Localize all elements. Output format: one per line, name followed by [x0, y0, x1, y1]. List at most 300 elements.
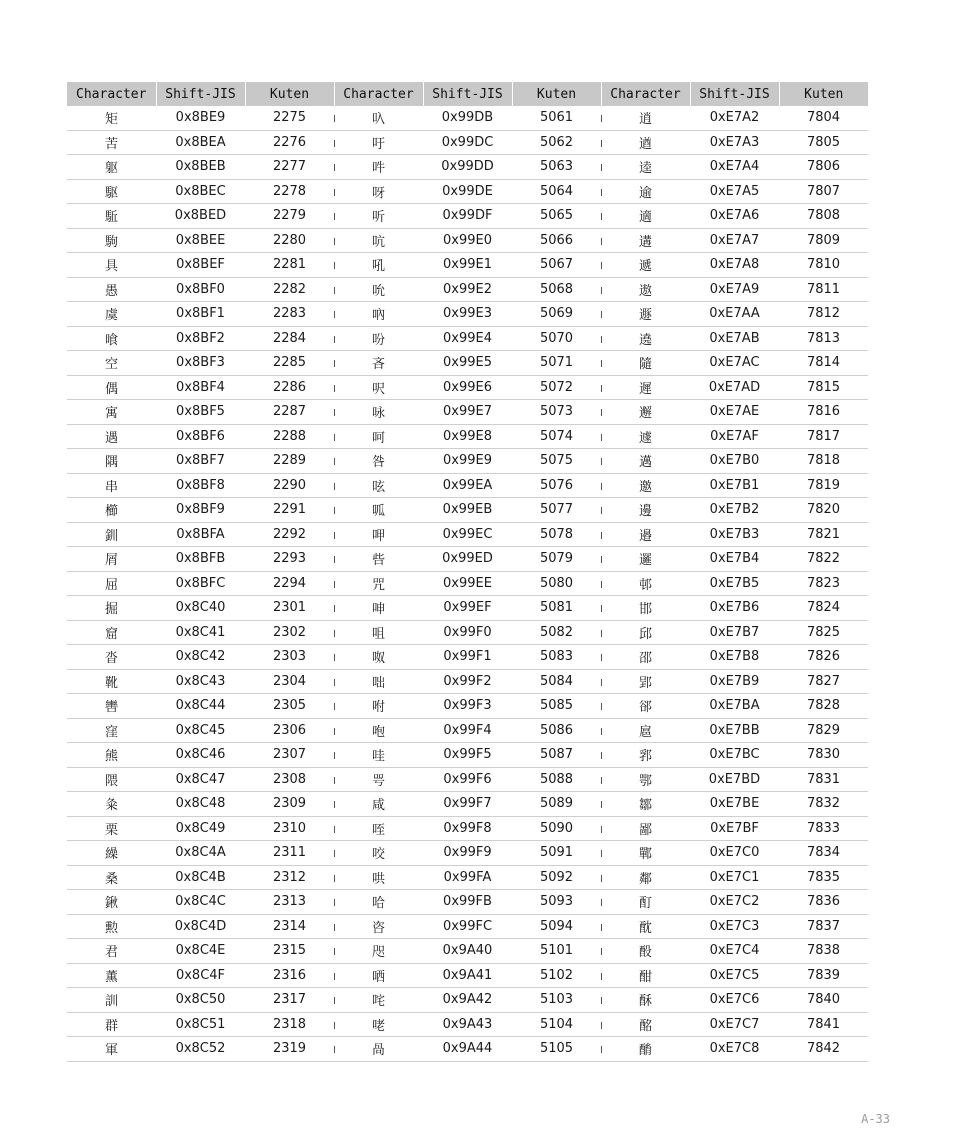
- cell-sjis-3: 0xE7B2: [690, 498, 779, 523]
- cell-kuten-3: 7839: [779, 963, 868, 988]
- cell-sjis-2: 0x99F7: [423, 792, 512, 817]
- table-row: [67, 1037, 868, 1062]
- cell-kuten-2: 5103: [512, 988, 601, 1013]
- cell-sjis-3: 0xE7C5: [690, 963, 779, 988]
- table-row: [67, 865, 868, 890]
- cell-kuten-2: 5065: [512, 204, 601, 229]
- cell-kuten-3: 7819: [779, 473, 868, 498]
- cell-sjis-3: 0xE7C4: [690, 939, 779, 964]
- cell-kuten-3: 7838: [779, 939, 868, 964]
- cell-sjis-3: 0xE7A9: [690, 277, 779, 302]
- cell-kuten-1: 2281: [245, 253, 334, 278]
- cell-sjis-1: 0x8BEA: [156, 130, 245, 155]
- cell-kuten-2: 5075: [512, 449, 601, 474]
- cell-kuten-3: 7808: [779, 204, 868, 229]
- cell-kuten-3: 7829: [779, 718, 868, 743]
- cell-kuten-1: 2287: [245, 400, 334, 425]
- cell-char-3: 邏: [601, 547, 690, 572]
- cell-char-1: 空: [67, 351, 156, 376]
- cell-char-2: 咆: [334, 718, 423, 743]
- cell-sjis-3: 0xE7C1: [690, 865, 779, 890]
- table-row: [67, 253, 868, 278]
- cell-kuten-1: 2319: [245, 1037, 334, 1062]
- cell-sjis-1: 0x8C51: [156, 1012, 245, 1037]
- cell-char-2: 呻: [334, 596, 423, 621]
- cell-kuten-3: 7825: [779, 620, 868, 645]
- cell-char-1: 寓: [67, 400, 156, 425]
- cell-kuten-2: 5064: [512, 179, 601, 204]
- cell-sjis-2: 0x99EC: [423, 522, 512, 547]
- table-row: [67, 571, 868, 596]
- cell-char-1: 沓: [67, 645, 156, 670]
- cell-sjis-3: 0xE7AE: [690, 400, 779, 425]
- cell-kuten-1: 2275: [245, 106, 334, 130]
- cell-char-2: 呵: [334, 424, 423, 449]
- cell-sjis-1: 0x8C47: [156, 767, 245, 792]
- cell-sjis-3: 0xE7A3: [690, 130, 779, 155]
- cell-char-3: 邁: [601, 449, 690, 474]
- cell-char-3: 酥: [601, 988, 690, 1013]
- cell-kuten-1: 2301: [245, 596, 334, 621]
- cell-sjis-1: 0x8C42: [156, 645, 245, 670]
- table-row: [67, 694, 868, 719]
- cell-sjis-2: 0x99EE: [423, 571, 512, 596]
- cell-sjis-1: 0x8C43: [156, 669, 245, 694]
- column-header-shift-jis-3: Shift-JIS: [690, 82, 779, 106]
- cell-kuten-3: 7823: [779, 571, 868, 596]
- cell-kuten-3: 7822: [779, 547, 868, 572]
- cell-kuten-2: 5076: [512, 473, 601, 498]
- cell-sjis-3: 0xE7A5: [690, 179, 779, 204]
- cell-kuten-3: 7835: [779, 865, 868, 890]
- cell-char-3: 遽: [601, 424, 690, 449]
- cell-sjis-1: 0x8C50: [156, 988, 245, 1013]
- table-row: [67, 302, 868, 327]
- cell-char-2: 哇: [334, 743, 423, 768]
- cell-kuten-2: 5093: [512, 890, 601, 915]
- table-row: [67, 228, 868, 253]
- cell-char-3: 遞: [601, 253, 690, 278]
- table-row: [67, 841, 868, 866]
- cell-kuten-1: 2293: [245, 547, 334, 572]
- cell-kuten-3: 7813: [779, 326, 868, 351]
- cell-kuten-1: 2314: [245, 914, 334, 939]
- cell-sjis-1: 0x8C46: [156, 743, 245, 768]
- cell-char-2: 咀: [334, 620, 423, 645]
- cell-kuten-2: 5082: [512, 620, 601, 645]
- cell-kuten-3: 7810: [779, 253, 868, 278]
- table-row: [67, 792, 868, 817]
- cell-char-2: 咬: [334, 841, 423, 866]
- cell-kuten-2: 5073: [512, 400, 601, 425]
- table-row: [67, 816, 868, 841]
- cell-char-3: 扈: [601, 718, 690, 743]
- cell-kuten-2: 5077: [512, 498, 601, 523]
- cell-sjis-1: 0x8BF1: [156, 302, 245, 327]
- column-header-kuten-1: Kuten: [245, 82, 334, 106]
- cell-kuten-1: 2288: [245, 424, 334, 449]
- cell-kuten-1: 2289: [245, 449, 334, 474]
- cell-kuten-1: 2311: [245, 841, 334, 866]
- cell-char-1: 君: [67, 939, 156, 964]
- cell-kuten-1: 2294: [245, 571, 334, 596]
- cell-kuten-1: 2278: [245, 179, 334, 204]
- table-row: [67, 620, 868, 645]
- cell-char-1: 釧: [67, 522, 156, 547]
- cell-sjis-1: 0x8C4A: [156, 841, 245, 866]
- cell-char-3: 邵: [601, 645, 690, 670]
- column-header-character-1: Character: [67, 82, 156, 106]
- table-row: [67, 890, 868, 915]
- cell-char-3: 酳: [601, 1037, 690, 1062]
- cell-char-2: 咸: [334, 792, 423, 817]
- cell-sjis-2: 0x99FA: [423, 865, 512, 890]
- cell-sjis-1: 0x8C4F: [156, 963, 245, 988]
- cell-kuten-1: 2312: [245, 865, 334, 890]
- cell-char-2: 咢: [334, 767, 423, 792]
- table-row: [67, 498, 868, 523]
- cell-sjis-3: 0xE7BF: [690, 816, 779, 841]
- cell-sjis-1: 0x8C49: [156, 816, 245, 841]
- cell-kuten-2: 5105: [512, 1037, 601, 1062]
- cell-sjis-2: 0x99E8: [423, 424, 512, 449]
- cell-kuten-1: 2286: [245, 375, 334, 400]
- cell-sjis-3: 0xE7A6: [690, 204, 779, 229]
- cell-sjis-2: 0x99FB: [423, 890, 512, 915]
- cell-kuten-2: 5086: [512, 718, 601, 743]
- cell-kuten-2: 5072: [512, 375, 601, 400]
- cell-char-1: 掘: [67, 596, 156, 621]
- cell-kuten-2: 5069: [512, 302, 601, 327]
- table-row: [67, 522, 868, 547]
- cell-kuten-1: 2310: [245, 816, 334, 841]
- cell-kuten-3: 7840: [779, 988, 868, 1013]
- cell-char-2: 呎: [334, 375, 423, 400]
- cell-kuten-2: 5087: [512, 743, 601, 768]
- cell-sjis-3: 0xE7A8: [690, 253, 779, 278]
- cell-char-2: 咤: [334, 988, 423, 1013]
- cell-sjis-2: 0x99E9: [423, 449, 512, 474]
- cell-sjis-2: 0x99DF: [423, 204, 512, 229]
- cell-sjis-1: 0x8BF8: [156, 473, 245, 498]
- cell-kuten-3: 7821: [779, 522, 868, 547]
- cell-kuten-1: 2284: [245, 326, 334, 351]
- cell-sjis-3: 0xE7B3: [690, 522, 779, 547]
- cell-kuten-3: 7834: [779, 841, 868, 866]
- cell-char-3: 邂: [601, 400, 690, 425]
- table-row: [67, 596, 868, 621]
- cell-kuten-1: 2283: [245, 302, 334, 327]
- table-row: [67, 179, 868, 204]
- cell-sjis-1: 0x8BF9: [156, 498, 245, 523]
- cell-sjis-2: 0x9A44: [423, 1037, 512, 1062]
- cell-char-3: 邨: [601, 571, 690, 596]
- cell-char-2: 咾: [334, 1012, 423, 1037]
- cell-sjis-2: 0x99E7: [423, 400, 512, 425]
- cell-sjis-1: 0x8BEB: [156, 155, 245, 180]
- cell-kuten-3: 7809: [779, 228, 868, 253]
- cell-kuten-3: 7806: [779, 155, 868, 180]
- cell-char-1: 隅: [67, 449, 156, 474]
- cell-kuten-2: 5066: [512, 228, 601, 253]
- cell-char-2: 吭: [334, 228, 423, 253]
- cell-char-3: 遶: [601, 326, 690, 351]
- cell-kuten-2: 5067: [512, 253, 601, 278]
- cell-kuten-1: 2303: [245, 645, 334, 670]
- cell-sjis-2: 0x99ED: [423, 547, 512, 572]
- table-row: [67, 914, 868, 939]
- cell-sjis-1: 0x8C48: [156, 792, 245, 817]
- cell-kuten-3: 7842: [779, 1037, 868, 1062]
- table-row: [67, 939, 868, 964]
- table-header: [67, 82, 868, 106]
- cell-char-2: 呰: [334, 547, 423, 572]
- cell-char-3: 酩: [601, 1012, 690, 1037]
- cell-sjis-3: 0xE7C7: [690, 1012, 779, 1037]
- cell-char-1: 屑: [67, 547, 156, 572]
- cell-char-3: 隨: [601, 351, 690, 376]
- cell-char-2: 呶: [334, 645, 423, 670]
- cell-sjis-3: 0xE7AD: [690, 375, 779, 400]
- cell-sjis-3: 0xE7B9: [690, 669, 779, 694]
- cell-char-1: 繰: [67, 841, 156, 866]
- cell-sjis-1: 0x8C4D: [156, 914, 245, 939]
- cell-sjis-3: 0xE7BB: [690, 718, 779, 743]
- cell-kuten-2: 5070: [512, 326, 601, 351]
- cell-char-2: 叺: [334, 106, 423, 130]
- cell-sjis-2: 0x99FC: [423, 914, 512, 939]
- cell-char-3: 鄙: [601, 816, 690, 841]
- cell-char-3: 逍: [601, 106, 690, 130]
- cell-char-1: 軍: [67, 1037, 156, 1062]
- cell-sjis-1: 0x8BF4: [156, 375, 245, 400]
- cell-char-1: 矩: [67, 106, 156, 130]
- cell-sjis-3: 0xE7B8: [690, 645, 779, 670]
- cell-char-3: 遨: [601, 277, 690, 302]
- cell-char-2: 咨: [334, 914, 423, 939]
- cell-kuten-2: 5083: [512, 645, 601, 670]
- cell-char-1: 勲: [67, 914, 156, 939]
- table-row: [67, 400, 868, 425]
- cell-char-1: 熊: [67, 743, 156, 768]
- cell-char-1: 薫: [67, 963, 156, 988]
- cell-sjis-3: 0xE7A4: [690, 155, 779, 180]
- cell-char-2: 咏: [334, 400, 423, 425]
- cell-sjis-1: 0x8C44: [156, 694, 245, 719]
- cell-char-3: 鄲: [601, 841, 690, 866]
- table-row: [67, 424, 868, 449]
- cell-char-2: 咎: [334, 449, 423, 474]
- cell-char-1: 喰: [67, 326, 156, 351]
- cell-sjis-3: 0xE7C3: [690, 914, 779, 939]
- cell-sjis-2: 0x99E2: [423, 277, 512, 302]
- cell-char-2: 咫: [334, 939, 423, 964]
- table-row: [67, 375, 868, 400]
- cell-kuten-3: 7817: [779, 424, 868, 449]
- cell-kuten-2: 5085: [512, 694, 601, 719]
- cell-kuten-2: 5071: [512, 351, 601, 376]
- cell-sjis-1: 0x8BEC: [156, 179, 245, 204]
- cell-kuten-1: 2313: [245, 890, 334, 915]
- cell-kuten-2: 5063: [512, 155, 601, 180]
- cell-sjis-1: 0x8C45: [156, 718, 245, 743]
- cell-kuten-3: 7807: [779, 179, 868, 204]
- cell-char-3: 遯: [601, 302, 690, 327]
- cell-sjis-3: 0xE7AC: [690, 351, 779, 376]
- cell-sjis-2: 0x99EB: [423, 498, 512, 523]
- table-row: [67, 326, 868, 351]
- cell-kuten-1: 2290: [245, 473, 334, 498]
- cell-sjis-1: 0x8C40: [156, 596, 245, 621]
- cell-sjis-3: 0xE7AF: [690, 424, 779, 449]
- cell-char-1: 群: [67, 1012, 156, 1037]
- cell-char-2: 哄: [334, 865, 423, 890]
- cell-sjis-2: 0x99E4: [423, 326, 512, 351]
- cell-kuten-1: 2280: [245, 228, 334, 253]
- cell-kuten-2: 5091: [512, 841, 601, 866]
- cell-kuten-2: 5061: [512, 106, 601, 130]
- cell-char-1: 栗: [67, 816, 156, 841]
- header-row: [67, 82, 868, 106]
- cell-char-3: 邊: [601, 498, 690, 523]
- cell-kuten-1: 2276: [245, 130, 334, 155]
- cell-char-3: 鄂: [601, 767, 690, 792]
- cell-char-2: 呷: [334, 522, 423, 547]
- cell-char-3: 遲: [601, 375, 690, 400]
- cell-kuten-2: 5088: [512, 767, 601, 792]
- cell-kuten-2: 5104: [512, 1012, 601, 1037]
- cell-sjis-3: 0xE7B0: [690, 449, 779, 474]
- cell-sjis-1: 0x8BFC: [156, 571, 245, 596]
- cell-sjis-1: 0x8C4B: [156, 865, 245, 890]
- column-header-character-2: Character: [334, 82, 423, 106]
- cell-kuten-3: 7815: [779, 375, 868, 400]
- cell-sjis-1: 0x8C4C: [156, 890, 245, 915]
- cell-sjis-3: 0xE7AB: [690, 326, 779, 351]
- cell-kuten-1: 2291: [245, 498, 334, 523]
- cell-kuten-3: 7837: [779, 914, 868, 939]
- cell-char-1: 愚: [67, 277, 156, 302]
- cell-kuten-2: 5094: [512, 914, 601, 939]
- cell-kuten-3: 7818: [779, 449, 868, 474]
- column-header-shift-jis-2: Shift-JIS: [423, 82, 512, 106]
- cell-sjis-3: 0xE7C6: [690, 988, 779, 1013]
- table-row: [67, 106, 868, 130]
- cell-kuten-3: 7811: [779, 277, 868, 302]
- column-header-shift-jis-1: Shift-JIS: [156, 82, 245, 106]
- cell-kuten-1: 2302: [245, 620, 334, 645]
- cell-sjis-2: 0x99F8: [423, 816, 512, 841]
- cell-sjis-1: 0x8BF2: [156, 326, 245, 351]
- cell-char-1: 偶: [67, 375, 156, 400]
- table-row: [67, 351, 868, 376]
- cell-sjis-1: 0x8BEF: [156, 253, 245, 278]
- cell-sjis-1: 0x8BED: [156, 204, 245, 229]
- cell-sjis-3: 0xE7BA: [690, 694, 779, 719]
- cell-sjis-3: 0xE7C8: [690, 1037, 779, 1062]
- cell-kuten-1: 2315: [245, 939, 334, 964]
- cell-char-2: 哈: [334, 890, 423, 915]
- column-header-character-3: Character: [601, 82, 690, 106]
- cell-char-3: 鄰: [601, 865, 690, 890]
- cell-sjis-2: 0x99DC: [423, 130, 512, 155]
- cell-kuten-1: 2306: [245, 718, 334, 743]
- cell-sjis-1: 0x8BFB: [156, 547, 245, 572]
- cell-kuten-3: 7824: [779, 596, 868, 621]
- cell-sjis-2: 0x99EF: [423, 596, 512, 621]
- cell-char-3: 酘: [601, 939, 690, 964]
- cell-char-3: 遘: [601, 228, 690, 253]
- cell-char-1: 轡: [67, 694, 156, 719]
- cell-sjis-3: 0xE7B5: [690, 571, 779, 596]
- cell-kuten-2: 5101: [512, 939, 601, 964]
- cell-sjis-1: 0x8C52: [156, 1037, 245, 1062]
- cell-sjis-3: 0xE7B4: [690, 547, 779, 572]
- cell-sjis-2: 0x99E0: [423, 228, 512, 253]
- cell-char-3: 邀: [601, 473, 690, 498]
- table-row: [67, 277, 868, 302]
- cell-sjis-2: 0x99DB: [423, 106, 512, 130]
- cell-char-2: 咐: [334, 694, 423, 719]
- cell-char-1: 具: [67, 253, 156, 278]
- cell-sjis-2: 0x99F2: [423, 669, 512, 694]
- cell-kuten-3: 7831: [779, 767, 868, 792]
- cell-sjis-2: 0x99F4: [423, 718, 512, 743]
- cell-sjis-2: 0x99DD: [423, 155, 512, 180]
- cell-sjis-2: 0x9A41: [423, 963, 512, 988]
- cell-char-3: 適: [601, 204, 690, 229]
- cell-char-1: 躯: [67, 155, 156, 180]
- cell-char-2: 呟: [334, 473, 423, 498]
- cell-char-3: 郤: [601, 694, 690, 719]
- cell-char-2: 吼: [334, 253, 423, 278]
- cell-kuten-3: 7805: [779, 130, 868, 155]
- cell-char-1: 虞: [67, 302, 156, 327]
- cell-char-3: 酊: [601, 890, 690, 915]
- cell-sjis-1: 0x8C41: [156, 620, 245, 645]
- cell-kuten-2: 5078: [512, 522, 601, 547]
- cell-kuten-3: 7841: [779, 1012, 868, 1037]
- cell-kuten-1: 2308: [245, 767, 334, 792]
- cell-char-3: 邉: [601, 522, 690, 547]
- cell-char-2: 咼: [334, 1037, 423, 1062]
- cell-kuten-3: 7833: [779, 816, 868, 841]
- cell-char-1: 隈: [67, 767, 156, 792]
- cell-kuten-1: 2309: [245, 792, 334, 817]
- cell-sjis-1: 0x8BF5: [156, 400, 245, 425]
- cell-sjis-1: 0x8BF7: [156, 449, 245, 474]
- cell-sjis-2: 0x9A40: [423, 939, 512, 964]
- cell-sjis-3: 0xE7C0: [690, 841, 779, 866]
- cell-kuten-1: 2282: [245, 277, 334, 302]
- cell-char-1: 駒: [67, 228, 156, 253]
- table-row: [67, 669, 868, 694]
- cell-sjis-3: 0xE7AA: [690, 302, 779, 327]
- cell-sjis-2: 0x99F1: [423, 645, 512, 670]
- cell-kuten-1: 2279: [245, 204, 334, 229]
- cell-char-2: 咒: [334, 571, 423, 596]
- cell-char-2: 哂: [334, 963, 423, 988]
- cell-char-2: 咄: [334, 669, 423, 694]
- cell-sjis-1: 0x8BF6: [156, 424, 245, 449]
- cell-char-1: 櫛: [67, 498, 156, 523]
- cell-kuten-2: 5079: [512, 547, 601, 572]
- cell-sjis-2: 0x9A42: [423, 988, 512, 1013]
- cell-sjis-2: 0x99F0: [423, 620, 512, 645]
- cell-sjis-2: 0x99E3: [423, 302, 512, 327]
- column-header-kuten-3: Kuten: [779, 82, 868, 106]
- cell-kuten-2: 5074: [512, 424, 601, 449]
